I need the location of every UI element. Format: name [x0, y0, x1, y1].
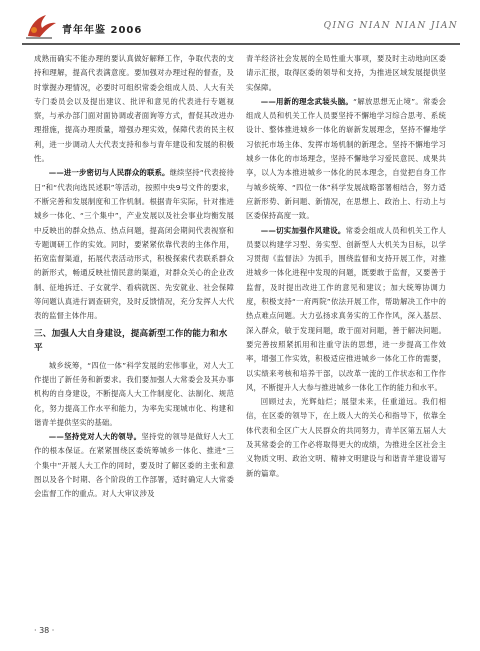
left-paragraph-3: 城乡统筹，“四位一体”科学发展的宏伟事业，对人大工作提出了新任务和新要求。我们要加强人大常委会及其办事机构的自身建设，不断提高人大工作制度化、法制化、规范化，努力提高工作水平和能力，为率先实现城市化、构建和谐青羊提供坚实的基础。 — [34, 360, 234, 427]
yearbook-logo-icon — [22, 12, 58, 40]
left-paragraph-1: 成熟而确实不能办理的要认真做好解释工作，争取代表的支持和理解，提高代表满意度。要加强对办理过程的督查，及时掌握办理情况，必要时可组织常委会组成人员、人大有关专门委员会以及提出建议、批评和意见的代表进行专题视察，与承办部门面对面协调或者面询等方式，督促其改进办理措施，提高办理质量，增强办理实效，保障代表的民主权利，进一步调动人大代表支持和参与青年建设和发展的积极性。 — [34, 54, 234, 164]
right-paragraph-4: 回顾过去，光辉灿烂；展望未来，任重道远。我们相信，在区委的领导下，在上级人大的关心和指导下，依靠全体代表和全区广大人民群众的共同努力，青羊区第五届人大及其常委会的工作必将取得更大的成绩，为推进全区社会主义物质文明、政治文明、精神文明建设与和谐青羊建设谱写新的篇章。 — [246, 397, 446, 478]
subheading-new-concepts: ——用新的理念武装头脑。 — [260, 96, 354, 106]
right-paragraph-3 — [246, 224, 446, 396]
right-paragraph-3-body: 常委会组成人员和机关工作人员要以构建学习型、务实型、创新型人大机关为目标，以学习贯彻《监督法》为抓手，围绕监督和支持开展工作，对推进城乡一体化进程中发现的问题，既要敢于监督，又要善于监督，及时提出改进工作的意见和建议；加大统筹协调力度，积极支持“一府两院”依法开展工作，帮助解决工作中的热点难点问题。大力弘扬求真务实的工作作风，深入基层、深入群众，敏于发现问题，敢于面对问题，善于解决问题。要完善按照紧抓用和注重守法的思想，进一步提高工作效率，增强工作实效，积极适应推进城乡一体化工作的需要，以实绩来考核和培养干部，以改革一流的工作状态和工作作风，不断提升人大参与推进城乡一体化工作的能力和水平。 — [246, 225, 447, 392]
right-paragraph-1: 青羊经济社会发展的全局性重大事项，要及时主动地向区委请示汇报，取得区委的领导和支持，为推进区域发展提供坚实保障。 — [246, 54, 446, 92]
left-paragraph-4 — [34, 430, 234, 501]
subheading-party-leadership: ——坚持党对人大的领导。 — [48, 432, 142, 442]
subheading-contact-masses: ——进一步密切与人民群众的联系。 — [48, 168, 170, 178]
header-divider — [22, 43, 460, 45]
page-number: · 38 · — [34, 626, 55, 635]
page-header — [22, 12, 460, 40]
subheading-work-style: ——切实加强作风建设。 — [260, 225, 346, 235]
right-paragraph-2-body: “解放思想无止境”。常委会组成人员和机关工作人员要坚持不懈地学习综合思考、系统设计、整体推进城乡一体化的崭新发展理念，坚持不懈地学习依托市场主体、发挥市场机制的新理念。坚持不懈地学习城乡一体化的市场理念，坚持不懈地学习爱民意民、成果共享，以人为本推进城乡一体化的民本理念，自觉把自身工作与城乡统筹、“四位一体”科学发展战略部署相结合，努力适应新形势、新问题、新情况，在思想上、政治上、行动上与区委保持高度一致。 — [246, 96, 446, 221]
yearbook-title: 青年年鉴 2006 — [62, 25, 143, 36]
left-paragraph-2 — [34, 166, 234, 323]
left-column — [34, 52, 234, 502]
left-paragraph-4-body: 坚持党的领导是做好人大工作的根本保证。在紧紧围绕区委统筹城乡一体化、推进“三个集中”开展人大工作的同时，要及时了解区委的主张和意图以及各个时期、各个阶段的工作部署，适时确定人大常委会监督工作的重点。对人大审议涉及 — [34, 432, 234, 499]
left-paragraph-2-body: 继续坚持“代表接待日”和“代表向选民述职”等活动，按照中央9号文件的要求，不断完善和发展制度和工作机制。根据青年实际，针对推进城乡一体化、“三个集中”，产业发展以及社会事业均衡发展中反映出的群众热点、热点问题，提高闭会期间代表视察和专题调研工作的实效。同时，要紧紧依靠代表的主体作用，拓宽监督渠道，拓展代表活动形式，积极探索代表联系群众的新形式，畅通反映社情民意的渠道，对群众关心的企业改制、征地拆迁、子女就学、看病就医、先安就业、社会保障等问题认真进行调查研究，及时反馈情况，充分发挥人大代表的监督主体作用。 — [34, 168, 234, 321]
section-heading-3: 三、加强人大自身建设，提高新型工作的能力和水平 — [34, 328, 228, 353]
right-column — [246, 52, 446, 481]
header-pinyin: QING NIAN NIAN JIAN — [323, 21, 458, 31]
right-paragraph-2 — [246, 95, 446, 224]
